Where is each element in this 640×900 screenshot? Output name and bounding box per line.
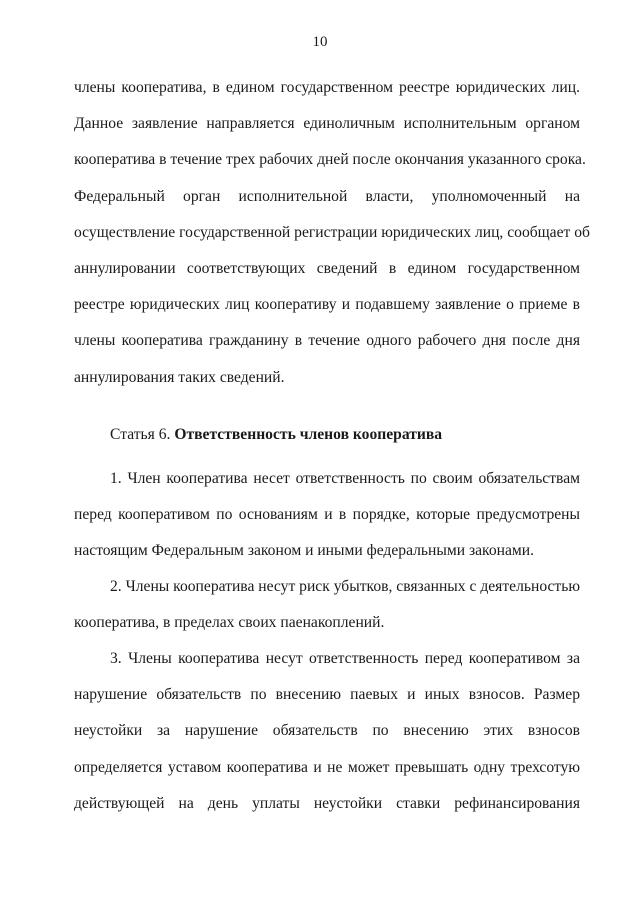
- article-heading-line: [74, 425, 580, 461]
- text-line: кооператива, в пределах своих паенакоплений.: [74, 614, 385, 632]
- text-line: 3. Члены кооператива несут ответственность перед кооперативом за: [110, 650, 580, 667]
- text-line: действующей на день уплаты неустойки ставки рефинансирования: [74, 794, 580, 812]
- page-number: 10: [312, 34, 328, 50]
- article-item-2: [74, 577, 580, 649]
- text-line: неустойки за нарушение обязательств по внесению этих взносов: [74, 722, 580, 740]
- article-item-1: [74, 469, 580, 578]
- article-item-3: [74, 649, 580, 830]
- article-heading: [74, 425, 580, 461]
- text-line: перед кооперативом по основаниям и в порядке, которые предусмотрены: [74, 506, 580, 524]
- text-line: нарушение обязательств по внесению паевых и иных взносов. Размер: [74, 686, 580, 704]
- text-line: кооператива в течение трех рабочих дней после окончания указанного срока.: [74, 151, 586, 169]
- article-number: Статья 6.: [110, 426, 175, 443]
- text-line: аннулирования таких сведений.: [74, 368, 285, 386]
- text-line: члены кооператива гражданину в течение одного рабочего дня после дня: [74, 332, 580, 350]
- text-line: Федеральный орган исполнительной власти, уполномоченный на: [74, 187, 580, 205]
- text-line: реестре юридических лиц кооперативу и подавшему заявление о приеме в: [74, 296, 580, 314]
- article-title: Ответственность членов кооператива: [174, 426, 443, 443]
- text-line: 2. Члены кооператива несут риск убытков, связанных с деятельностью: [110, 578, 580, 595]
- text-line: настоящим Федеральным законом и иными федеральными законами.: [74, 542, 535, 560]
- text-line: определяется уставом кооператива и не может превышать одну трехсотую: [74, 758, 580, 776]
- text-line: Данное заявление направляется единоличным исполнительным органом: [74, 115, 580, 133]
- text-line: 1. Член кооператива несет ответственность по своим обязательствам: [110, 470, 580, 487]
- text-line: члены кооператива, в едином государственном реестре юридических лиц.: [74, 79, 580, 96]
- text-line: аннулировании соответствующих сведений в едином государственном: [74, 259, 580, 277]
- text-line: осуществление государственной регистрации юридических лиц, сообщает об: [74, 223, 590, 241]
- paragraph-continuation: [74, 78, 590, 404]
